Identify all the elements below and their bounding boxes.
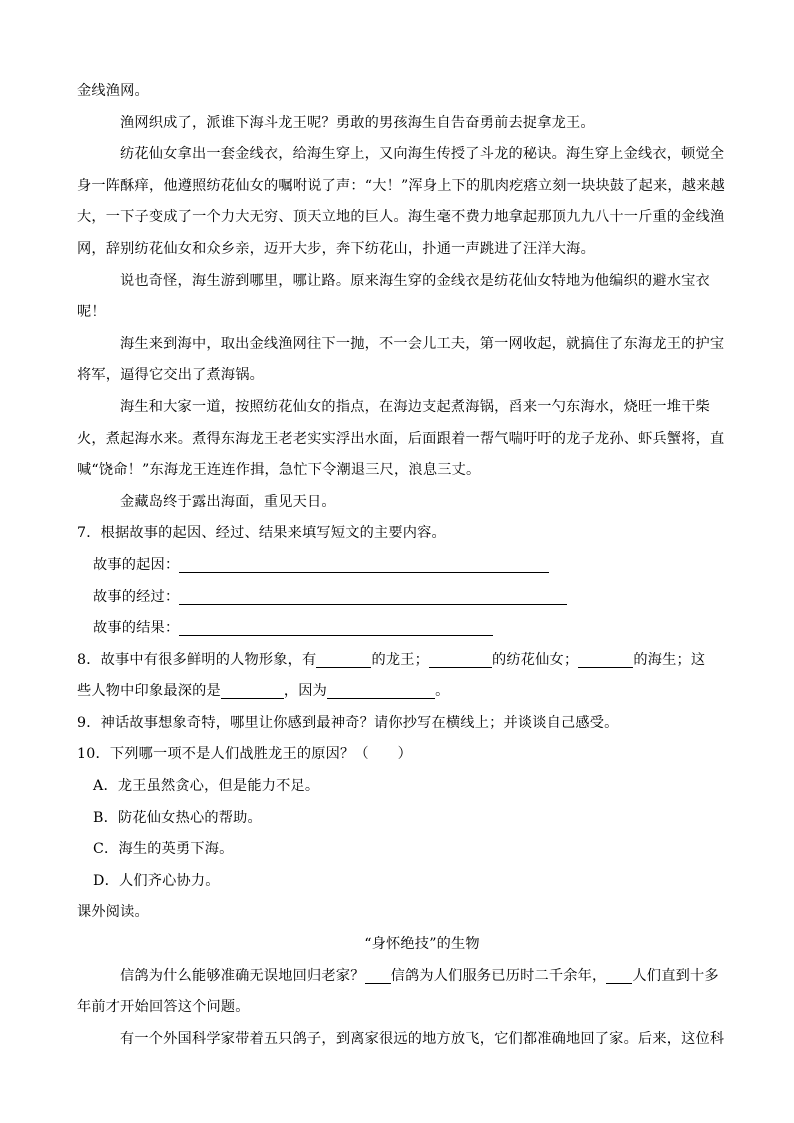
q8-text: 些人物中印象最深的是 [77,683,221,700]
q10-option-d[interactable]: D．人们齐心协力。 [93,872,220,889]
q7-cause-label: 故事的起因： [93,556,180,573]
question-7: 7．根据故事的起因、经过、结果来填写短文的主要内容。 [77,525,446,542]
story-line: 大，一下子变成了一个力大无穷、顶天立地的巨人。海生毫不费力地拿起那顶九九八十一斤重的金线渔 [77,209,725,226]
story-line: 将军，逼得它交出了煮海锅。 [77,367,265,384]
story-line: 呢！ [77,304,106,321]
extra-blank-2[interactable] [606,965,632,984]
story-line: 海生来到海中，取出金线渔网往下一抛，不一会儿工夫，第一网收起，就搞住了东海龙王的护宝 [120,335,725,352]
story-line: 渔网织成了，派谁下海斗龙王呢？勇敢的男孩海生自告奋勇前去捉拿龙王。 [120,114,595,131]
extra-reading-title: “身怀绝技”的生物 [364,936,480,953]
question-8-line2 [77,676,767,708]
story-line: 网，辞别纺花仙女和众乡亲，迈开大步，奔下纺花山，扑通一声跳进了汪洋大海。 [77,240,595,257]
extra-paragraph-1 [77,961,767,993]
q8-blank-reason[interactable] [327,680,435,699]
story-line: 金藏岛终于露出海面，重见天日。 [120,493,336,510]
extra-paragraph-2: 有一个外国科学家带着五只鸽子，到离家很远的地方放飞，它们都准确地回了家。后来，这位科 [120,1030,725,1047]
q7-result-row [77,613,767,645]
q8-blank-deepest[interactable] [221,680,284,699]
q8-blank-fairy[interactable] [429,649,492,668]
extra-paragraph-1-cont: 年前才开始回答这个问题。 [77,999,250,1016]
q7-cause-blank[interactable] [179,554,549,573]
q7-process-label: 故事的经过： [93,588,180,605]
q8-blank-haisheng[interactable] [578,649,633,668]
q8-text: 的纺花仙女； [492,651,579,668]
document-page [77,76,767,1055]
q7-result-label: 故事的结果： [93,620,180,637]
story-line: 纺花仙女拿出一套金线衣，给海生穿上，又向海生传授了斗龙的秘诀。海生穿上金线衣，顿觉全 [120,146,725,163]
question-10: 10．下列哪一项不是人们战胜龙王的原因？（ ） [77,746,412,763]
q8-text: 。 [435,683,450,700]
story-line: 海生和大家一道，按照纺花仙女的指点，在海边支起煮海锅，舀来一勺东海水，烧旺一堆干柴 [120,398,710,415]
q7-process-blank[interactable] [179,586,567,605]
q10-option-a[interactable]: A．龙王虽然贪心，但是能力不足。 [93,778,320,795]
extra-text: 信鸽为什么能够准确无误地回归老家？ [120,967,365,984]
question-8-line1 [77,645,767,677]
story-line: 金线渔网。 [77,83,149,99]
q8-blank-dragon[interactable] [316,649,371,668]
q8-text: 的海生；这 [633,651,706,668]
story-line: 火，煮起海水来。煮得东海龙王老老实实浮出水面，后面跟着一帮气喘吁吁的龙子龙孙、虾兵蟹将，直 [77,430,725,447]
q10-option-c[interactable]: C．海生的英勇下海。 [93,841,234,858]
question-9: 9．神话故事想象奇特，哪里让你感到最神奇？请你抄写在横线上；并谈谈自己感受。 [77,714,619,731]
q8-text: 8．故事中有很多鲜明的人物形象，有 [77,651,317,668]
extra-reading-heading: 课外阅读。 [77,904,149,921]
q10-option-b[interactable]: B．防花仙女热心的帮助。 [93,809,262,826]
q7-result-blank[interactable] [179,617,493,636]
story-line: 喊“饶命！”东海龙王连连作揖，急忙下令潮退三尺，浪息三丈。 [77,462,481,479]
story-line: 身一阵酥痒，他遵照纺花仙女的嘱咐说了声：“大！”浑身上下的肌肉疙瘩立刻一块块鼓了起来，越来越 [77,177,725,194]
story-line: 说也奇怪，海生游到哪里，哪让路。原来海生穿的金线衣是纺花仙女特地为他编织的避水宝衣 [120,272,710,289]
q8-text: 的龙王； [371,651,429,668]
extra-text: 信鸽为人们服务已历时二千余年， [390,967,607,984]
extra-text: 人们直到十多 [632,967,719,984]
q8-text: ，因为 [283,683,328,700]
q7-cause-row [77,550,767,582]
q7-process-row [77,582,767,614]
extra-blank-1[interactable] [365,965,391,984]
